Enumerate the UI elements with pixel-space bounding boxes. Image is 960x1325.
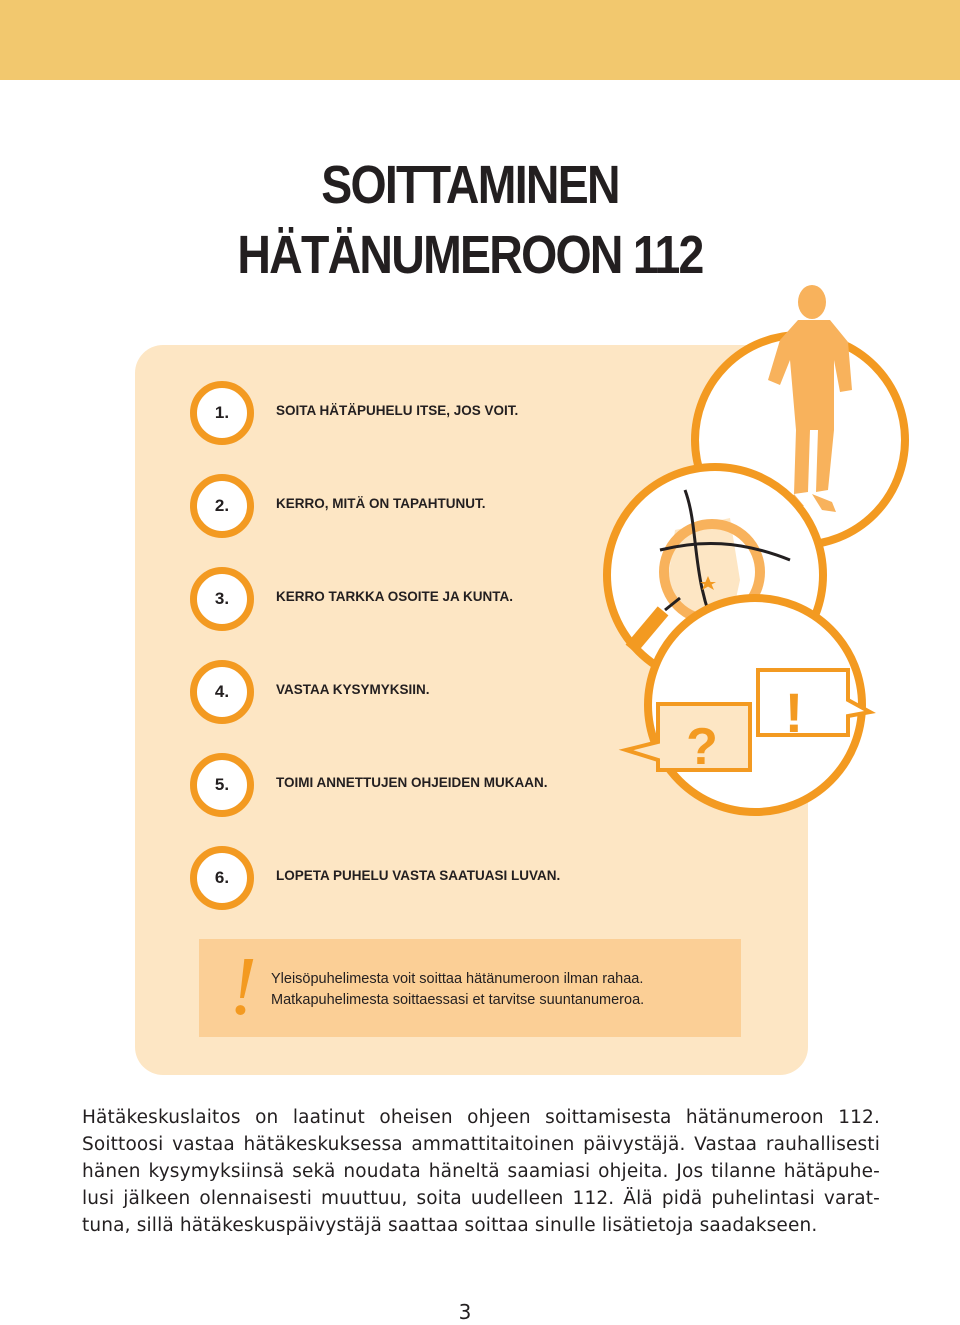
step-text: KERRO TARKKA OSOITE JA KUNTA. (276, 589, 514, 604)
step-number: 3. (190, 567, 254, 631)
notice-box (199, 939, 741, 1037)
step-text: VASTAA KYSYMYKSIIN. (276, 682, 430, 697)
step-4 (190, 660, 710, 724)
body-line: Soittoosi vastaa hätäkeskuksessa ammattitaitoinen päivystäjä. Vastaa rauhallisesti (82, 1134, 880, 1155)
notice-line-2: Matkapuhelimesta soittaessasi et tarvitse suuntanumeroa. (271, 992, 645, 1008)
step-number: 4. (190, 660, 254, 724)
body-paragraph (82, 1104, 880, 1239)
step-6 (190, 846, 710, 910)
page-number: 3 (458, 1300, 472, 1324)
header-band (0, 0, 960, 80)
step-text: LOPETA PUHELU VASTA SAATUASI LUVAN. (276, 868, 561, 883)
body-line: Hätäkeskuslaitos on laatinut oheisen ohjeen soittamisesta hätänumeroon 112. (82, 1107, 880, 1128)
title-line-2: HÄTÄNUMEROON 112 (237, 225, 703, 285)
title-line-1: SOITTAMINEN (321, 155, 619, 215)
notice-line-1: Yleisöpuhelimesta voit soittaa hätänumeroon ilman rahaa. (271, 971, 644, 987)
step-number: 1. (190, 381, 254, 445)
step-number: 6. (190, 846, 254, 910)
page-title (66, 150, 874, 290)
step-text: KERRO, MITÄ ON TAPAHTUNUT. (276, 496, 486, 511)
body-line: tuna, sillä hätäkeskuspäivystäjä saattaa soittaa sinulle lisätietoja saadakseen. (82, 1215, 818, 1236)
step-text: SOITA HÄTÄPUHELU ITSE, JOS VOIT. (276, 403, 519, 418)
question-mark: ? (686, 718, 718, 776)
notice-text (271, 969, 644, 1011)
step-1 (190, 381, 710, 445)
exclamation-icon: ! (229, 940, 257, 1033)
step-text: TOIMI ANNETTUJEN OHJEIDEN MUKAAN. (276, 775, 548, 790)
exclamation-mark: ! (784, 681, 804, 744)
body-line: hänen kysymyksiinsä sekä noudata häneltä saamiasi ohjeita. Jos tilanne hätäpuhe- (82, 1161, 880, 1182)
step-3 (190, 567, 710, 631)
step-2 (190, 474, 710, 538)
step-number: 2. (190, 474, 254, 538)
body-line: lusi jälkeen olennaisesti muuttuu, soita uudelleen 112. Älä pidä puhelintasi varat- (82, 1188, 880, 1209)
step-5 (190, 753, 710, 817)
step-number: 5. (190, 753, 254, 817)
